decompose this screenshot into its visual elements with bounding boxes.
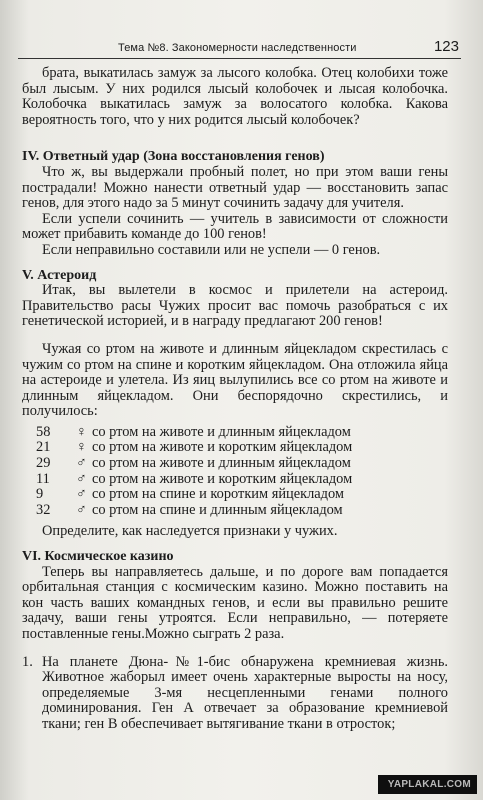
offspring-count: 32	[36, 501, 51, 518]
male-symbol-icon: ♂	[76, 470, 87, 487]
offspring-trait: со ртом на животе и коротким яйцекладом	[92, 470, 353, 487]
offspring-trait: со ртом на спине и коротким яйцекладом	[92, 486, 345, 503]
offspring-row	[22, 503, 448, 519]
intro-paragraph: брата, выкатилась замуж за лысого колобка. Отец колобихи тоже был лысым. У них родился лысый колобочек и лысая колобочка. Колобочка выкатилась замуж за волосатого колобка. Какова вероятность того, что у них родится лысый колобочек?	[22, 65, 448, 128]
female-symbol-icon: ♀	[76, 439, 87, 456]
offspring-row	[22, 425, 448, 441]
section-4-paragraph: Если неправильно составили или не успели — 0 генов.	[42, 241, 381, 258]
offspring-count: 21	[36, 439, 51, 456]
offspring-trait: со ртом на животе и длинным яйцекладом	[92, 455, 351, 472]
page-number: 123	[433, 38, 459, 55]
section-4-paragraph: Если успели сочинить — учитель в зависимости от сложности может прибавить команде до 100 генов!	[22, 210, 448, 243]
section-5-question: Определите, как наследуется признаки у чужих.	[42, 523, 338, 540]
offspring-row	[22, 456, 448, 472]
female-symbol-icon: ♀	[76, 423, 87, 440]
offspring-count: 9	[36, 486, 44, 503]
section-4-paragraph: Что ж, вы выдержали пробный полет, но при этом ваши гены пострадали! Можно нанести ответный удар — восстановить запас генов, для этого надо за 5 минут сочинить задачу для учителя.	[22, 163, 448, 212]
offspring-trait: со ртом на животе и длинным яйцекладом	[92, 423, 351, 440]
offspring-count: 58	[36, 423, 51, 440]
male-symbol-icon: ♂	[76, 486, 87, 503]
task-text: На планете Дюна-№1-бис обнаружена кремниевая жизнь. Животное жаборыл имеет очень характерные выросты на носу, определяемые 3-мя несцепленными генами полного доминирования. Ген А отвечает за образование кремниевой ткани; ген В обеспечивает вытягивание ткани в отросток;	[42, 653, 448, 732]
offspring-count: 11	[36, 470, 50, 487]
page-content	[22, 66, 448, 733]
section-5-paragraph: Итак, вы вылетели в космос и прилетели на астероид. Правительство расы Чужих просит вас помочь разобраться с их генетической историей, и в награду предлагают 200 генов!	[22, 282, 448, 330]
section-6-heading: VI. Космическое казино	[22, 549, 174, 565]
task-item	[22, 655, 448, 733]
offspring-trait: со ртом на спине и длинным яйцекладом	[92, 501, 343, 518]
male-symbol-icon: ♂	[76, 501, 87, 518]
chapter-title: Тема №8. Закономерности наследственности	[118, 42, 357, 54]
offspring-row	[22, 472, 448, 488]
section-6-paragraph: Теперь вы направляетесь дальше, и по дороге вам попадается орбитальная станция с космическим казино. Можно поставить на кон часть ваших командных генов, и если вы правильно решите задачу, ваши гены утроятся. Если неправильно, — потеряете поставленные гены.Можно сыграть 2 раза.	[22, 563, 448, 642]
site-watermark: YAPLAKAL.COM	[378, 775, 477, 794]
offspring-count: 29	[36, 455, 51, 472]
offspring-list	[22, 425, 448, 519]
page-header	[18, 38, 461, 59]
offspring-row	[22, 487, 448, 503]
section-5-paragraph: Чужая со ртом на животе и длинным яйцекладом скрестилась с чужим со ртом на спине и коротким яйцекладом. Она отложила яйца на астероиде и улетела. Из яиц вылупились все со ртом на животе и длинным яйцекладом. Они беспорядочно скрестились, и получилось:	[22, 340, 448, 420]
section-5-heading: V. Астероид	[22, 267, 97, 283]
offspring-row	[22, 440, 448, 456]
male-symbol-icon: ♂	[76, 455, 87, 472]
section-4-heading: IV. Ответный удар (Зона восстановления генов)	[22, 149, 325, 165]
offspring-trait: со ртом на животе и коротким яйцекладом	[92, 439, 353, 456]
task-number: 1.	[22, 653, 33, 670]
